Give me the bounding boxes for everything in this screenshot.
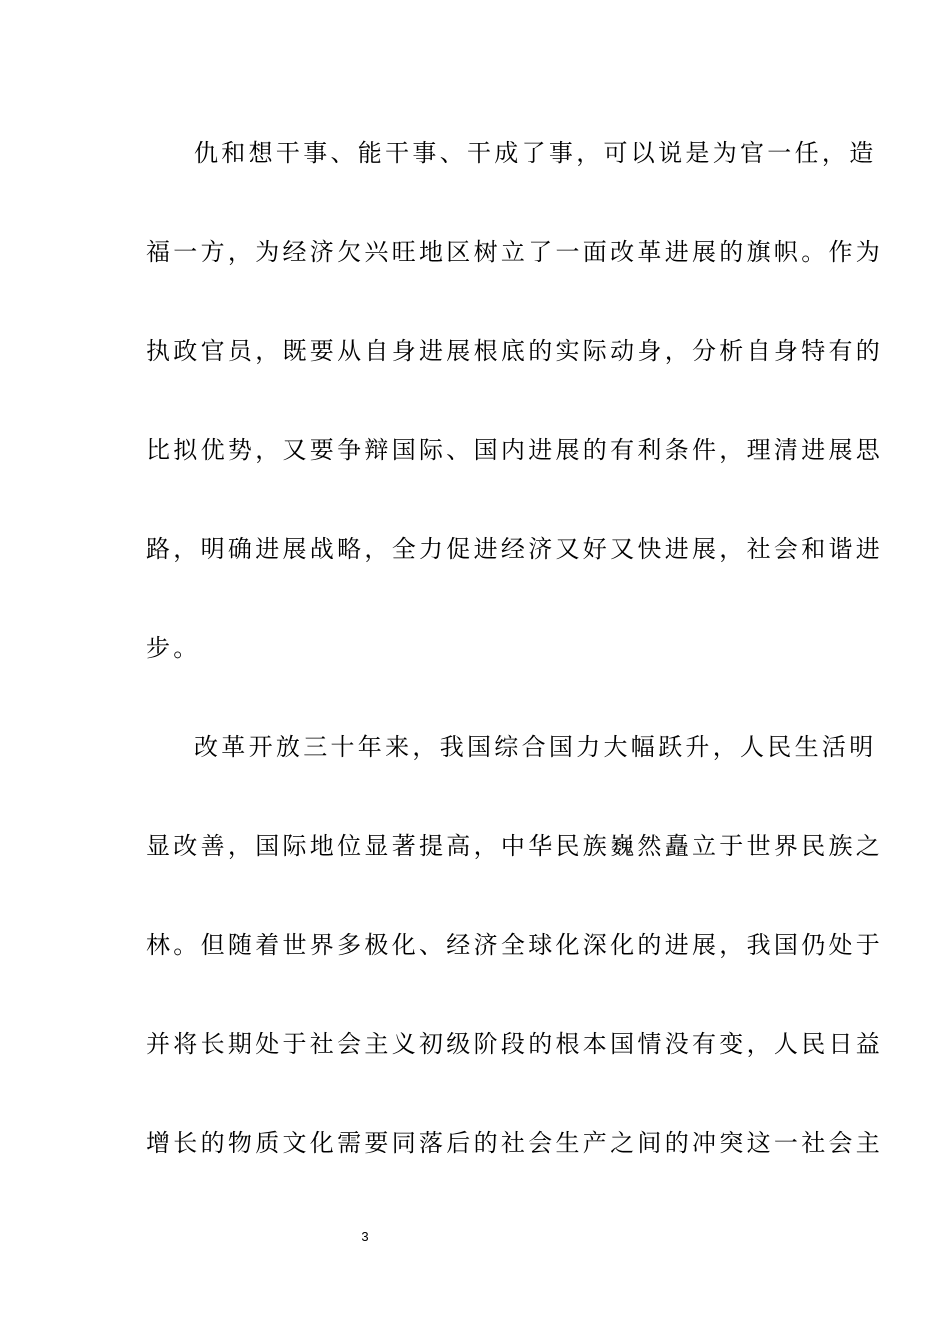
paragraph-2-line-1: 改革开放三十年来，我国综合国力大幅跃升，人民生活明 bbox=[194, 733, 877, 761]
paragraph-1-line-1: 仇和想干事、能干事、干成了事，可以说是为官一任，造 bbox=[194, 139, 877, 167]
paragraph-2-line-5: 增长的物质文化需要同落后的社会生产之间的冲突这一社会主 bbox=[146, 1129, 884, 1157]
paragraph-2-line-3: 林。但随着世界多极化、经济全球化深化的进展，我国仍处于 bbox=[146, 931, 884, 959]
paragraph-1-line-5: 路，明确进展战略，全力促进经济又好又快进展，社会和谐进 bbox=[146, 535, 884, 563]
paragraph-1-line-2: 福一方，为经济欠兴旺地区树立了一面改革进展的旗帜。作为 bbox=[146, 238, 884, 266]
paragraph-1-line-4: 比拟优势，又要争辩国际、国内进展的有利条件，理清进展思 bbox=[146, 436, 884, 464]
paragraph-1-line-6: 步。 bbox=[146, 634, 201, 662]
paragraph-2-line-4: 并将长期处于社会主义初级阶段的根本国情没有变，人民日益 bbox=[146, 1030, 884, 1058]
paragraph-2-line-2: 显改善，国际地位显著提高，中华民族巍然矗立于世界民族之 bbox=[146, 832, 884, 860]
paragraph-1-line-3: 执政官员，既要从自身进展根底的实际动身，分析自身特有的 bbox=[146, 337, 884, 365]
page-number: 3 bbox=[361, 1229, 369, 1244]
